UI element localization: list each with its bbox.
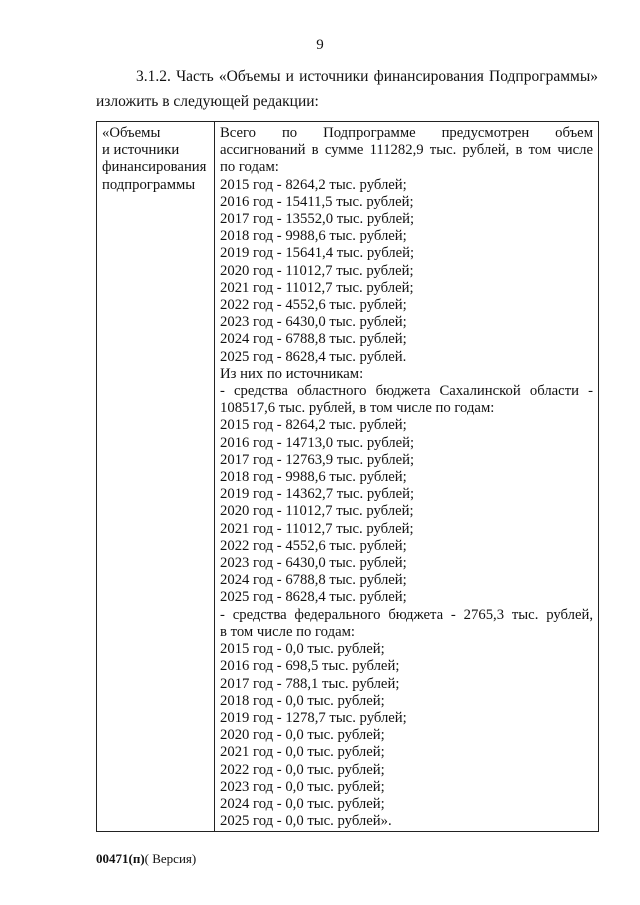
year-amount-line: 2023 год - 0,0 тыс. рублей;: [220, 778, 385, 795]
year-amount-line: 2021 год - 11012,7 тыс. рублей;: [220, 520, 414, 537]
regional-text-line: 108517,6 тыс. рублей, в том числе по годам:: [220, 400, 495, 417]
funding-label-cell: [97, 122, 215, 832]
year-amount-line: 2019 год - 14362,7 тыс. рублей;: [220, 486, 415, 503]
year-amount-line: 2017 год - 788,1 тыс. рублей;: [220, 675, 400, 692]
year-amount-line: 2025 год - 0,0 тыс. рублей».: [220, 813, 392, 830]
year-amount-line: 2017 год - 13552,0 тыс. рублей;: [220, 211, 415, 228]
year-amount-line: 2016 год - 15411,5 тыс. рублей;: [220, 193, 414, 210]
year-amount-line: 2016 год - 698,5 тыс. рублей;: [220, 658, 400, 675]
year-amount-line: 2023 год - 6430,0 тыс. рублей;: [220, 555, 407, 572]
regional-years-list: [220, 417, 593, 606]
year-amount-line: 2022 год - 0,0 тыс. рублей;: [220, 761, 385, 778]
total-text-line: Всего по Подпрограмме предусмотрен объем: [220, 125, 593, 141]
year-amount-line: 2025 год - 8628,4 тыс. рублей;: [220, 589, 407, 606]
year-amount-line: 2018 год - 9988,6 тыс. рублей;: [220, 469, 407, 486]
year-amount-line: 2015 год - 0,0 тыс. рублей;: [220, 641, 385, 658]
label-line: и источники: [102, 142, 180, 159]
year-amount-line: 2021 год - 11012,7 тыс. рублей;: [220, 279, 414, 296]
year-amount-line: 2015 год - 8264,2 тыс. рублей;: [220, 176, 407, 193]
year-amount-line: 2023 год - 6430,0 тыс. рублей;: [220, 314, 407, 331]
year-amount-line: 2022 год - 4552,6 тыс. рублей;: [220, 297, 407, 314]
intro-line-2: изложить в следующей редакции:: [96, 93, 319, 110]
federal-years-list: [220, 641, 593, 830]
document-code: 00471(п): [96, 851, 145, 866]
year-amount-line: 2021 год - 0,0 тыс. рублей;: [220, 744, 385, 761]
funding-table-row: [97, 122, 599, 832]
intro-line-1: 3.1.2. Часть «Объемы и источники финансирования Подпрограммы»: [136, 68, 598, 85]
year-amount-line: 2019 год - 1278,7 тыс. рублей;: [220, 709, 407, 726]
year-amount-line: 2020 год - 0,0 тыс. рублей;: [220, 727, 385, 744]
sources-heading: Из них по источникам:: [220, 365, 364, 382]
year-amount-line: 2015 год - 8264,2 тыс. рублей;: [220, 417, 407, 434]
year-amount-line: 2017 год - 12763,9 тыс. рублей;: [220, 451, 415, 468]
document-footer: [96, 851, 196, 867]
year-amount-line: 2024 год - 6788,8 тыс. рублей;: [220, 572, 407, 589]
year-amount-line: 2024 год - 0,0 тыс. рублей;: [220, 795, 385, 812]
year-amount-line: 2016 год - 14713,0 тыс. рублей;: [220, 434, 415, 451]
intro-paragraph: [96, 64, 598, 114]
total-text-line: ассигнований в сумме 111282,9 тыс. рублей, в том числе: [220, 142, 593, 159]
label-line: «Объемы: [102, 125, 161, 141]
federal-text-line: - средства федерального бюджета - 2765,3 тыс. рублей,: [220, 606, 593, 623]
total-text-line: по годам:: [220, 159, 279, 176]
year-amount-line: 2019 год - 15641,4 тыс. рублей;: [220, 245, 415, 262]
label-line: подпрограммы: [102, 176, 196, 193]
label-line: финансирования: [102, 159, 207, 176]
year-amount-line: 2024 год - 6788,8 тыс. рублей;: [220, 331, 407, 348]
year-amount-line: 2018 год - 9988,6 тыс. рублей;: [220, 228, 407, 245]
regional-text-line: - средства областного бюджета Сахалинской области -: [220, 383, 593, 400]
funding-table: [96, 121, 599, 832]
page-number: 9: [316, 37, 324, 53]
year-amount-line: 2025 год - 8628,4 тыс. рублей.: [220, 348, 407, 365]
year-amount-line: 2020 год - 11012,7 тыс. рублей;: [220, 262, 414, 279]
total-years-list: [220, 177, 593, 366]
year-amount-line: 2020 год - 11012,7 тыс. рублей;: [220, 503, 414, 520]
document-version: ( Версия): [144, 851, 197, 866]
year-amount-line: 2022 год - 4552,6 тыс. рублей;: [220, 537, 407, 554]
funding-content-cell: [215, 122, 599, 832]
year-amount-line: 2018 год - 0,0 тыс. рублей;: [220, 692, 385, 709]
federal-text-line: в том числе по годам:: [220, 623, 355, 640]
